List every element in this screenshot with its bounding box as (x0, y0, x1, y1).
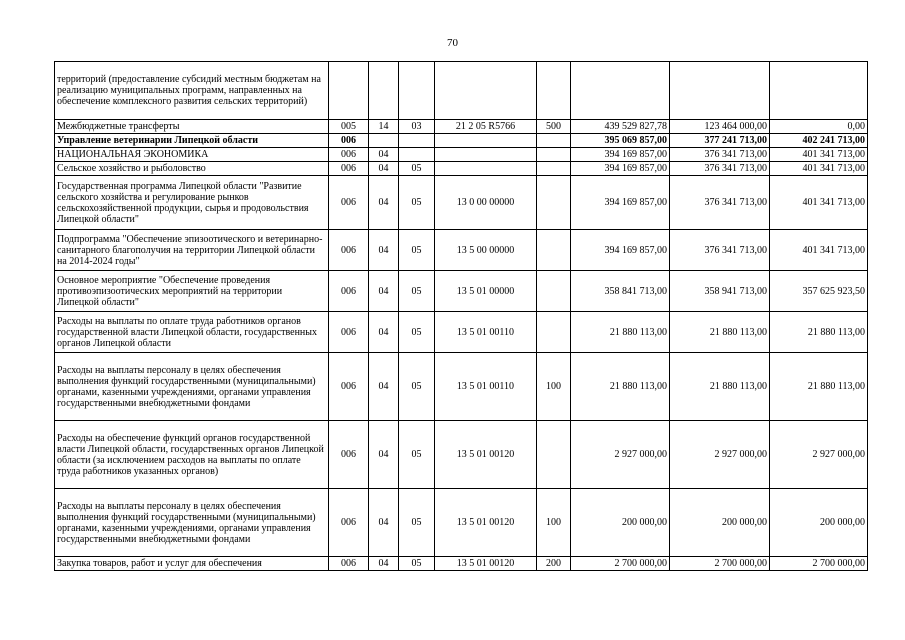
cell-section: 04 (369, 176, 399, 230)
cell-section: 04 (369, 489, 399, 557)
cell-expense-type (537, 271, 571, 312)
cell-amount-year-1: 395 069 857,00 (571, 134, 670, 148)
cell-name: Межбюджетные трансферты (55, 120, 329, 134)
cell-target-article (435, 148, 537, 162)
table-row (55, 230, 868, 271)
cell-section (369, 134, 399, 148)
cell-amount-year-3: 357 625 923,50 (770, 271, 868, 312)
cell-amount-year-2: 376 341 713,00 (670, 148, 770, 162)
cell-section (369, 62, 399, 120)
cell-amount-year-1: 21 880 113,00 (571, 353, 670, 421)
cell-subsection: 05 (399, 353, 435, 421)
cell-name: Основное мероприятие "Обеспечение проведения противоэпизоотических мероприятий на территории Липецкой области" (55, 271, 329, 312)
cell-expense-type (537, 230, 571, 271)
cell-amount-year-2 (670, 62, 770, 120)
cell-target-article: 13 5 01 00120 (435, 557, 537, 571)
cell-amount-year-2: 358 941 713,00 (670, 271, 770, 312)
cell-name: Расходы на выплаты персоналу в целях обеспечения выполнения функций государственными (муниципальными) органами, казенными учреждениями, органами управления государственными внебюджетными фондами (55, 353, 329, 421)
cell-name: Расходы на выплаты персоналу в целях обеспечения выполнения функций государственными (муниципальными) органами, казенными учреждениями, органами управления государственными внебюджетными фондами (55, 489, 329, 557)
cell-target-article: 13 5 01 00120 (435, 489, 537, 557)
cell-name: Расходы на выплаты по оплате труда работников органов государственной власти Липецкой области, государственных органов Липецкой области (55, 312, 329, 353)
cell-expense-type (537, 176, 571, 230)
cell-amount-year-3: 200 000,00 (770, 489, 868, 557)
cell-amount-year-3: 2 700 000,00 (770, 557, 868, 571)
cell-target-article: 13 5 01 00110 (435, 353, 537, 421)
cell-section: 04 (369, 557, 399, 571)
cell-amount-year-3: 401 341 713,00 (770, 162, 868, 176)
cell-amount-year-3: 401 341 713,00 (770, 176, 868, 230)
cell-subsection (399, 62, 435, 120)
cell-ved: 006 (329, 176, 369, 230)
cell-ved: 006 (329, 421, 369, 489)
cell-amount-year-1: 394 169 857,00 (571, 176, 670, 230)
cell-target-article: 13 5 01 00000 (435, 271, 537, 312)
cell-amount-year-1: 200 000,00 (571, 489, 670, 557)
cell-subsection: 05 (399, 489, 435, 557)
cell-expense-type: 100 (537, 489, 571, 557)
cell-expense-type (537, 162, 571, 176)
cell-subsection: 05 (399, 271, 435, 312)
cell-ved: 006 (329, 148, 369, 162)
cell-amount-year-2: 377 241 713,00 (670, 134, 770, 148)
cell-subsection (399, 134, 435, 148)
cell-ved (329, 62, 369, 120)
cell-amount-year-1: 2 700 000,00 (571, 557, 670, 571)
cell-target-article: 21 2 05 R5766 (435, 120, 537, 134)
cell-name: Управление ветеринарии Липецкой области (55, 134, 329, 148)
cell-subsection: 05 (399, 230, 435, 271)
cell-amount-year-3 (770, 62, 868, 120)
cell-amount-year-2: 2 700 000,00 (670, 557, 770, 571)
cell-target-article (435, 134, 537, 148)
cell-section: 04 (369, 230, 399, 271)
table-row (55, 557, 868, 571)
cell-subsection: 05 (399, 162, 435, 176)
cell-expense-type (537, 62, 571, 120)
cell-amount-year-2: 21 880 113,00 (670, 312, 770, 353)
cell-expense-type: 100 (537, 353, 571, 421)
cell-expense-type: 500 (537, 120, 571, 134)
cell-amount-year-2: 376 341 713,00 (670, 162, 770, 176)
cell-ved: 006 (329, 162, 369, 176)
cell-ved: 006 (329, 312, 369, 353)
cell-amount-year-1 (571, 62, 670, 120)
cell-ved: 006 (329, 230, 369, 271)
cell-name: Сельское хозяйство и рыболовство (55, 162, 329, 176)
cell-amount-year-2: 376 341 713,00 (670, 176, 770, 230)
cell-subsection: 05 (399, 557, 435, 571)
cell-section: 04 (369, 162, 399, 176)
cell-section: 04 (369, 271, 399, 312)
cell-amount-year-1: 21 880 113,00 (571, 312, 670, 353)
cell-section: 04 (369, 148, 399, 162)
cell-amount-year-3: 21 880 113,00 (770, 312, 868, 353)
cell-ved: 006 (329, 134, 369, 148)
cell-ved: 006 (329, 353, 369, 421)
cell-amount-year-3: 0,00 (770, 120, 868, 134)
table-row (55, 148, 868, 162)
cell-section: 04 (369, 353, 399, 421)
cell-section: 04 (369, 421, 399, 489)
cell-amount-year-2: 376 341 713,00 (670, 230, 770, 271)
cell-subsection: 05 (399, 176, 435, 230)
cell-amount-year-3: 401 341 713,00 (770, 148, 868, 162)
table-row (55, 134, 868, 148)
cell-name: НАЦИОНАЛЬНАЯ ЭКОНОМИКА (55, 148, 329, 162)
cell-name: Закупка товаров, работ и услуг для обеспечения (55, 557, 329, 571)
cell-amount-year-2: 2 927 000,00 (670, 421, 770, 489)
cell-ved: 005 (329, 120, 369, 134)
cell-name: Подпрограмма "Обеспечение эпизоотического и ветеринарно-санитарного благополучия на территории Липецкой области на 2014-2024 годы" (55, 230, 329, 271)
cell-target-article: 13 5 01 00120 (435, 421, 537, 489)
cell-name: Расходы на обеспечение функций органов государственной власти Липецкой области, государственных органов Липецкой области (за исключением расходов на выплаты по оплате труда работников указанных органов) (55, 421, 329, 489)
cell-amount-year-3: 21 880 113,00 (770, 353, 868, 421)
cell-amount-year-1: 439 529 827,78 (571, 120, 670, 134)
cell-subsection (399, 148, 435, 162)
cell-expense-type: 200 (537, 557, 571, 571)
table-row (55, 353, 868, 421)
cell-ved: 006 (329, 557, 369, 571)
cell-amount-year-2: 21 880 113,00 (670, 353, 770, 421)
cell-ved: 006 (329, 489, 369, 557)
cell-amount-year-3: 402 241 713,00 (770, 134, 868, 148)
cell-expense-type (537, 312, 571, 353)
cell-amount-year-1: 394 169 857,00 (571, 162, 670, 176)
cell-amount-year-1: 394 169 857,00 (571, 148, 670, 162)
page-number: 70 (447, 37, 458, 49)
cell-name: территорий (предоставление субсидий местным бюджетам на реализацию муниципальных программ, направленных на обеспечение комплексного развития сельских территорий) (55, 62, 329, 120)
cell-amount-year-3: 2 927 000,00 (770, 421, 868, 489)
table-row (55, 176, 868, 230)
cell-amount-year-1: 2 927 000,00 (571, 421, 670, 489)
table-row (55, 489, 868, 557)
cell-target-article: 13 5 00 00000 (435, 230, 537, 271)
cell-section: 14 (369, 120, 399, 134)
cell-amount-year-2: 123 464 000,00 (670, 120, 770, 134)
cell-target-article (435, 162, 537, 176)
cell-amount-year-1: 358 841 713,00 (571, 271, 670, 312)
table-row (55, 162, 868, 176)
cell-subsection: 05 (399, 421, 435, 489)
cell-amount-year-3: 401 341 713,00 (770, 230, 868, 271)
table-row (55, 312, 868, 353)
cell-subsection: 03 (399, 120, 435, 134)
table-body (55, 62, 868, 571)
cell-target-article (435, 62, 537, 120)
table-row (55, 62, 868, 120)
cell-ved: 006 (329, 271, 369, 312)
cell-amount-year-1: 394 169 857,00 (571, 230, 670, 271)
budget-table (54, 61, 868, 571)
table-row (55, 421, 868, 489)
cell-target-article: 13 5 01 00110 (435, 312, 537, 353)
cell-section: 04 (369, 312, 399, 353)
cell-expense-type (537, 421, 571, 489)
cell-amount-year-2: 200 000,00 (670, 489, 770, 557)
cell-expense-type (537, 148, 571, 162)
cell-name: Государственная программа Липецкой области "Развитие сельского хозяйства и регулирование рынков сельскохозяйственной продукции, сырья и продовольствия Липецкой области" (55, 176, 329, 230)
cell-subsection: 05 (399, 312, 435, 353)
table-row (55, 120, 868, 134)
cell-target-article: 13 0 00 00000 (435, 176, 537, 230)
cell-expense-type (537, 134, 571, 148)
table-row (55, 271, 868, 312)
